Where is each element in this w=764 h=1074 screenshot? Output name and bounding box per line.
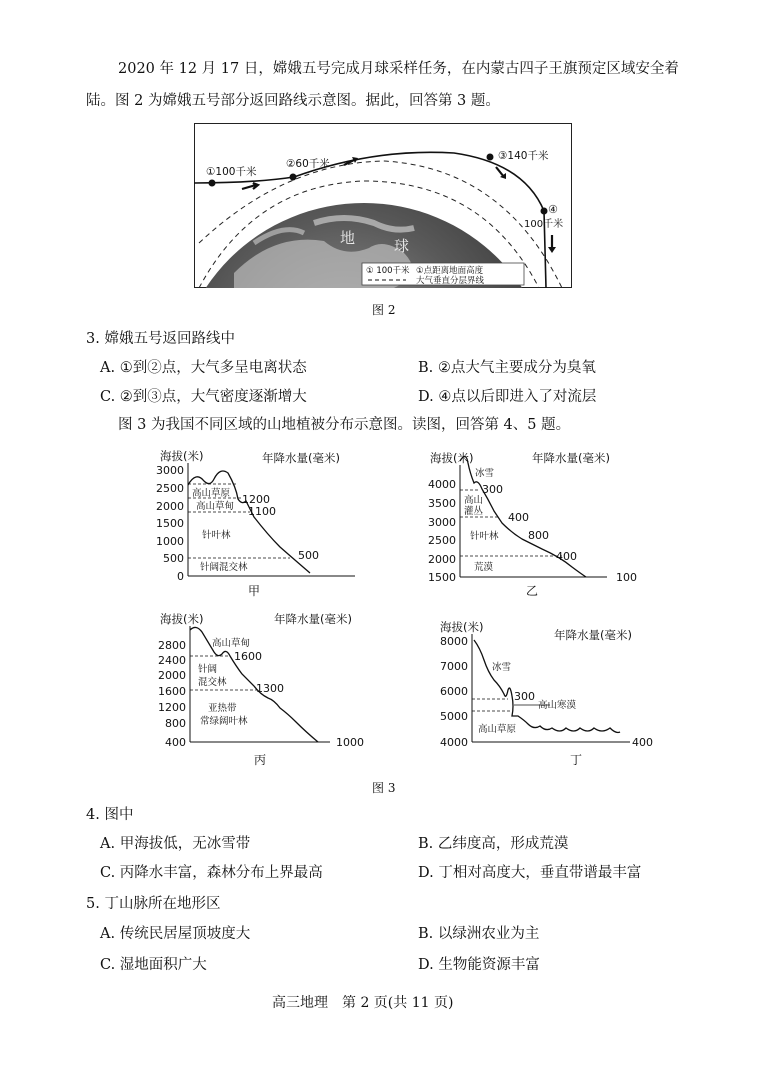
yi-zone-shrub: 灌丛 (464, 506, 484, 517)
route-point-1 (209, 180, 216, 187)
ding-zone-cold-desert: 高山寒漠 (538, 700, 577, 711)
bing-val-1000: 1000 (336, 736, 364, 749)
yi-tick-2500: 2500 (428, 534, 456, 547)
ding-ylabel: 海拔(米) (440, 620, 484, 634)
bing-tick-2400: 2400 (158, 654, 186, 667)
intro-line-1: 2020 年 12 月 17 日，嫦娥五号完成月球采样任务，在内蒙古四子王旗预定区域安全着 (118, 61, 679, 77)
jia-tick-2000: 2000 (156, 500, 184, 513)
jia-tick-500: 500 (163, 552, 184, 565)
q5-option-c: C. 湿地面积广大 (100, 957, 207, 973)
jia-zone-alpine-meadow: 高山草甸 (196, 501, 235, 512)
bing-tick-400: 400 (165, 736, 186, 749)
chart-yi (422, 443, 642, 598)
ding-tick-8000: 8000 (440, 635, 468, 648)
ding-tick-4000: 4000 (440, 736, 468, 749)
ding-zone-snow: 冰雪 (492, 662, 512, 673)
bing-ylabel: 海拔(米) (160, 612, 204, 626)
point-2-label: ②60千米 (286, 158, 330, 170)
yi-tick-4000: 4000 (428, 478, 456, 491)
legend-text-2: 大气垂直分层界线 (416, 276, 485, 286)
yi-val-400a: 400 (508, 511, 529, 524)
q3-option-a: A. ①到②点，大气多呈电离状态 (100, 360, 307, 376)
yi-rain-label: 年降水量(毫米) (532, 451, 610, 465)
yi-zone-desert: 荒漠 (474, 562, 494, 573)
chart-bing (150, 608, 380, 768)
jia-ylabel: 海拔(米) (160, 449, 204, 463)
ding-profile (474, 640, 620, 733)
bing-tick-1600: 1600 (158, 685, 186, 698)
route-point-4 (541, 208, 548, 215)
earth-label-b: 球 (394, 237, 410, 255)
page-footer: 高三地理 第 2 页(共 11 页) (272, 995, 454, 1011)
figure-2-return-route (194, 123, 572, 288)
bing-tick-2000: 2000 (158, 669, 186, 682)
jia-zone-mixed: 针阔混交林 (200, 562, 248, 573)
jia-tick-2500: 2500 (156, 482, 184, 495)
yi-val-300: 300 (482, 483, 503, 496)
point-1-label: ①100千米 (206, 166, 257, 178)
bing-zone-mixed-b: 混交林 (198, 677, 227, 688)
route-point-2 (290, 174, 297, 181)
intro-fig3: 图 3 为我国不同区域的山地植被分布示意图。读图，回答第 4、5 题。 (118, 417, 571, 433)
bing-zone-subtropical: 亚热带 (208, 703, 237, 714)
q4-option-d: D. 丁相对高度大，垂直带谱最丰富 (418, 865, 642, 881)
q4-option-c: C. 丙降水丰富，森林分布上界最高 (100, 865, 323, 881)
q5-option-a: A. 传统民居屋顶坡度大 (100, 926, 251, 942)
jia-tick-0: 0 (177, 570, 184, 583)
route-point-3 (487, 154, 494, 161)
jia-tick-1000: 1000 (156, 535, 184, 548)
q4-stem: 4. 图中 (86, 807, 134, 823)
intro-line-2: 陆。图 2 为嫦娥五号部分返回路线示意图。据此，回答第 3 题。 (86, 93, 500, 109)
q3-option-b: B. ②点大气主要成分为臭氧 (418, 360, 596, 376)
q5-stem: 5. 丁山脉所在地形区 (86, 896, 221, 912)
yi-tick-2000: 2000 (428, 553, 456, 566)
jia-zone-alpine-steppe: 高山草原 (192, 488, 231, 499)
bing-tick-1200: 1200 (158, 701, 186, 714)
jia-name: 甲 (248, 584, 261, 598)
figure-3-caption: 图 3 (372, 781, 396, 795)
legend-symbol: ① 100千米 (366, 266, 410, 276)
bing-tick-800: 800 (165, 717, 186, 730)
ding-tick-6000: 6000 (440, 685, 468, 698)
yi-zone-snow: 冰雪 (475, 468, 495, 479)
bing-rain-label: 年降水量(毫米) (274, 612, 352, 626)
ding-tick-5000: 5000 (440, 710, 468, 723)
ding-val-300: 300 (514, 690, 535, 703)
yi-tick-1500: 1500 (428, 571, 456, 584)
legend-text-1: ①点距离地面高度 (416, 266, 484, 276)
bing-zone-evergreen: 常绿阔叶林 (200, 716, 248, 727)
jia-val-500: 500 (298, 549, 319, 562)
jia-val-1100: 1100 (248, 505, 276, 518)
yi-val-800: 800 (528, 529, 549, 542)
yi-val-400b: 400 (556, 550, 577, 563)
ding-tick-7000: 7000 (440, 660, 468, 673)
bing-tick-2800: 2800 (158, 639, 186, 652)
ding-val-400: 400 (632, 736, 653, 749)
q3-stem: 3. 嫦娥五号返回路线中 (86, 331, 235, 347)
q5-option-d: D. 生物能资源丰富 (418, 957, 540, 973)
ding-zone-steppe: 高山草原 (478, 724, 517, 735)
figure-2-caption: 图 2 (372, 303, 396, 317)
q4-option-a: A. 甲海拔低，无冰雪带 (100, 836, 251, 852)
bing-zone-mixed-a: 针阔 (198, 664, 218, 675)
yi-tick-3500: 3500 (428, 497, 456, 510)
chart-jia (150, 443, 370, 598)
point-4-number: ④ (548, 203, 558, 216)
yi-zone-alpine: 高山 (464, 495, 484, 506)
q4-option-b: B. 乙纬度高，形成荒漠 (418, 836, 569, 852)
q5-option-b: B. 以绿洲农业为主 (418, 926, 540, 942)
bing-val-1300: 1300 (256, 682, 284, 695)
bing-name: 丙 (254, 753, 267, 767)
jia-rain-label: 年降水量(毫米) (262, 451, 340, 465)
bing-val-1600: 1600 (234, 650, 262, 663)
point-4-value: 100千米 (524, 219, 564, 230)
jia-val-1200: 1200 (242, 493, 270, 506)
jia-tick-3000: 3000 (156, 464, 184, 477)
yi-val-100: 100 (616, 571, 637, 584)
bing-zone-meadow: 高山草甸 (212, 638, 251, 649)
earth-label-a: 地 (340, 229, 356, 247)
ding-rain-label: 年降水量(毫米) (554, 628, 632, 642)
jia-tick-1500: 1500 (156, 517, 184, 530)
ding-name: 丁 (570, 753, 583, 767)
yi-name: 乙 (526, 584, 539, 598)
q3-option-d: D. ④点以后即进入了对流层 (418, 389, 597, 405)
jia-zone-conifer: 针叶林 (202, 530, 231, 541)
yi-tick-3000: 3000 (428, 516, 456, 529)
q3-option-c: C. ②到③点，大气密度逐渐增大 (100, 389, 307, 405)
yi-zone-conifer: 针叶林 (470, 531, 499, 542)
yi-ylabel: 海拔(米) (430, 451, 474, 465)
point-3-label: ③140千米 (498, 150, 549, 162)
chart-ding (430, 608, 660, 768)
